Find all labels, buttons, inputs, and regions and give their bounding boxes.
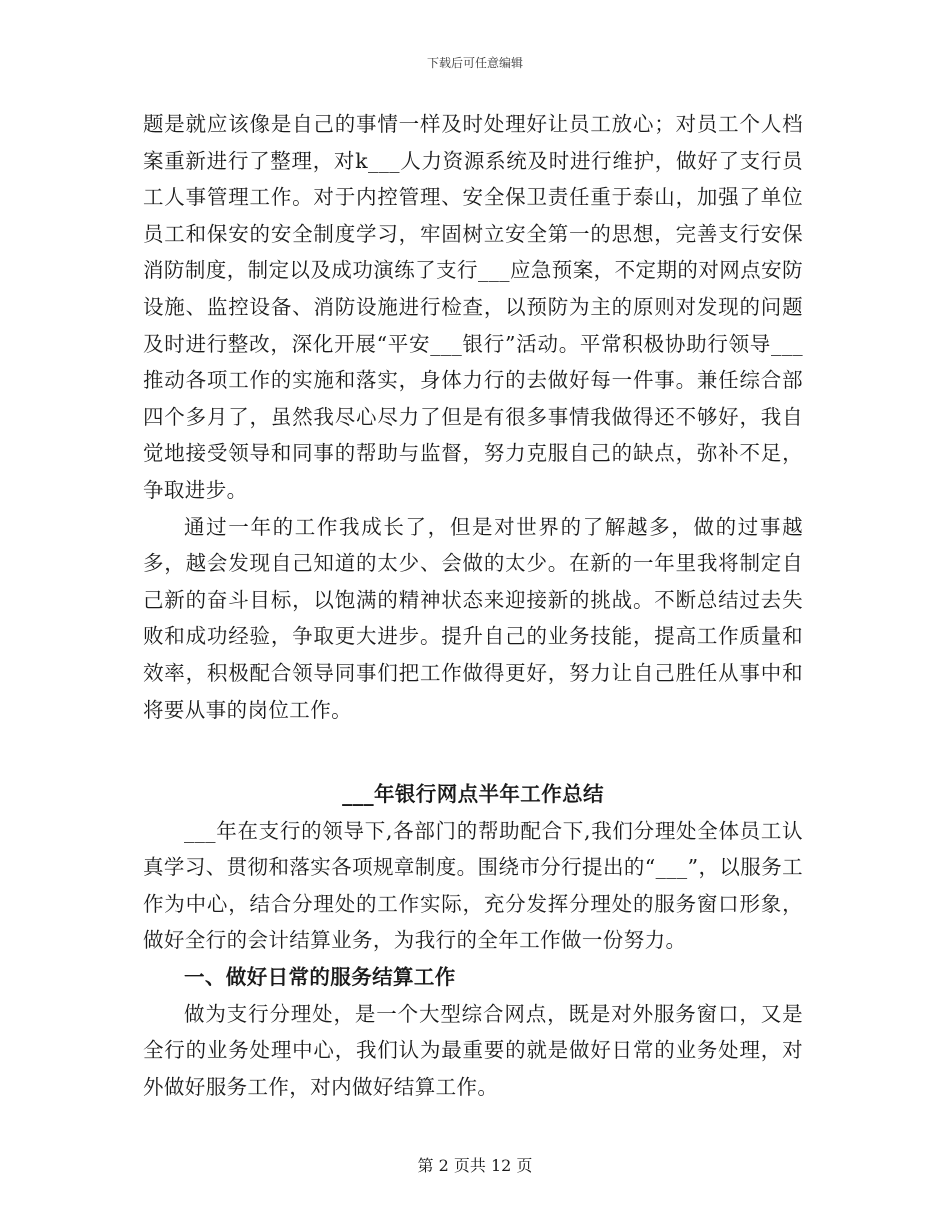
section-title: ___年银行网点半年工作总结 xyxy=(342,782,604,806)
page-number: 第 2 页共 12 页 xyxy=(417,1156,533,1175)
paragraph-intro: ___年在支行的领导下,各部门的帮助配合下,我们分理处全体员工认真学习、贯彻和落实各项规章制度。围绕市分行提出的“___”，以服务工作为中心，结合分理处的工作实际，充分发挥分理处的服务窗口形象，做好全行的会计结算业务，为我行的全年工作做一份努力。 xyxy=(143,818,803,953)
header-note: 下载后可任意编辑 xyxy=(426,56,523,70)
paragraph-growth: 通过一年的工作我成长了，但是对世界的了解越多，做的过事越多，越会发现自己知道的太少、会做的太少。在新的一年里我将制定自己新的奋斗目标，以饱满的精神状态来迎接新的挑战。不断总结过去失败和成功经验，争取更大进步。提升自己的业务技能，提高工作质量和效率，积极配合领导同事们把工作做得更好，努力让自己胜任从事中和将要从事的岗位工作。 xyxy=(143,514,803,722)
document-body-part-1 xyxy=(143,106,803,728)
paragraph-continued: 题是就应该像是自己的事情一样及时处理好让员工放心；对员工个人档案重新进行了整理，对k___人力资源系统及时进行维护，做好了支行员工人事管理工作。对于内控管理、安全保卫责任重于泰山，加强了单位员工和保安的安全制度学习，牢固树立安全第一的思想，完善支行安保消防制度，制定以及成功演练了支行___应急预案，不定期的对网点安防设施、监控设备、消防设施进行检查，以预防为主的原则对发现的问题及时进行整改，深化开展“平安___银行”活动。平常积极协助行领导___推动各项工作的实施和落实，身体力行的去做好每一件事。兼任综合部四个多月了，虽然我尽心尽力了但是有很多事情我做得还不够好，我自觉地接受领导和同事的帮助与监督，努力克服自己的缺点，弥补不足，争取进步。 xyxy=(143,112,803,502)
paragraph-service: 做为支行分理处，是一个大型综合网点，既是对外服务窗口，又是全行的业务处理中心，我们认为最重要的就是做好日常的业务处理，对外做好服务工作，对内做好结算工作。 xyxy=(143,1001,803,1099)
subheading-one: 一、做好日常的服务结算工作 xyxy=(184,964,456,989)
document-body-part-2 xyxy=(143,776,803,1105)
